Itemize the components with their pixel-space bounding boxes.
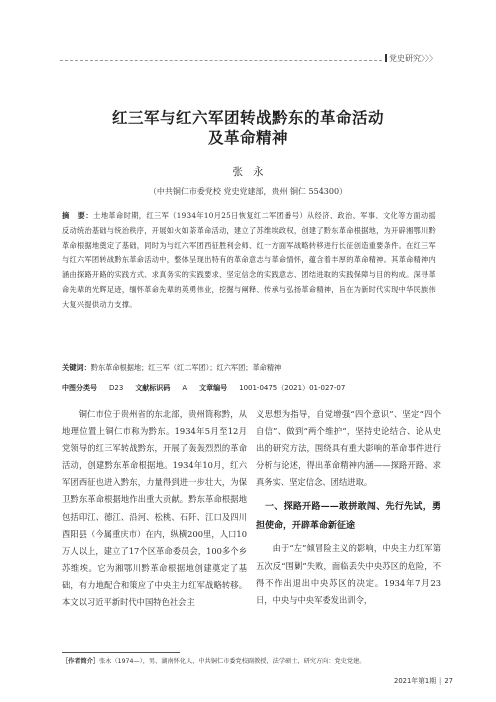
body-column-right [256,406,441,609]
clc-label: 中图分类号 [62,384,97,392]
body-column-left [62,406,247,611]
body-paragraph: 由于“左”倾冒险主义的影响，中央主力红军第五次反“围剿”失败，面临丢失中央苏区的危险，不得不作出退出中央苏区的决定。1934年7月23日，中央与中央军委发出训令， [256,543,441,605]
footnote-label: ［作者简介］ [62,658,100,665]
author-footnote [62,656,452,665]
article-title-line1: 红三军与红六军团转战黔东的革命活动 [111,109,384,127]
abstract [62,209,436,313]
body-paragraph: 铜仁市位于贵州省的东北部，贵州筒称黔，从地理位置上铜仁市称为黔东。1934年5月至12月党领导的红三军转战黔东，开展了轰轰烈烈的革命活动，创建黔东革命根据地。1934年10月，红六军团西征也进入黔东，力量得到进一步壮大，为保卫黔东革命根据地作出重大贡献。黔东革命根据地包括印江、德江、沿河、松桃、石阡、江口及四川酉阳县（今属重庆市）在内，纵横200里，人口10万人以上，建立了17个区革命委员会，100多个乡苏维埃。它为湘鄂川黔革命根据地创建奠定了基础，有力地配合和策应了中央主力红军战略转移。本文以习近平新时代中国特色社会主 [62,409,247,608]
chevron-right-icon: 〉〉〉 [421,54,437,63]
clc-value: D23 [109,384,124,392]
page-footer: 2021年第1期 | 27 [394,677,453,685]
page-number: 27 [444,677,453,685]
keywords [62,363,442,373]
author-affiliation: （中共铜仁市委党校 党史党建部，贵州 铜仁 554300） [148,187,348,196]
section-heading: 一、探路开路——敢拼敢闯、先行先试，勇担使命，开辟革命新征途 [256,502,441,532]
header-dashed-rule [60,60,382,61]
footnote-rule [62,652,180,653]
keywords-text: 黔东革命根据地；红三军（红二军团）；红六军团；革命精神 [90,363,282,372]
article-number-value: 1001-0475（2021）01-027-07 [239,384,346,392]
classification-line [62,383,442,393]
issue-label: 2021年第1期 [394,677,437,685]
abstract-label: 摘 要： [62,211,94,220]
section-bar-mark [385,54,387,62]
footnote-text: 张永（1974—），男，湖南怀化人，中共铜仁市委党校副教授，法学硕士，研究方向：党史党建。 [99,658,366,665]
author-name: 张永 [232,166,274,178]
body-paragraph-continued: 义思想为指导，自觉增强“四个意识”、坚定“四个自信”、做到“两个维护”，坚持史论结合、论从史出的研究方法，围绕具有重大影响的革命事件进行分析与论述，得出革命精神内涵——探路开路、求真务实、坚定信念、团结进取。 [256,409,441,488]
keywords-label: 关键词： [62,363,91,372]
article-number-label: 文章编号 [199,384,228,392]
doc-code-value: A [182,384,188,392]
section-label-text: 党史研究 [389,54,421,63]
article-title-line2: 及革命精神 [207,129,288,147]
abstract-text: 土地革命时期，红三军（1934年10月25日恢复红二军团番号）从经济、政治、军事、文化等方面动摇反动统治基础与统治秩序，开展如火如荼革命活动，建立了苏维埃政权，创建了黔东革命根据地，为开辟湘鄂川黔革命根据地奠定了基础，同时为与红六军团西征胜利会师、红一方面军战略转移进行长征创造重要条件。在红三军与红六军团转战黔东革命活动中，整体呈现出特有的革命意志与革命情怀，蕴含着丰厚的革命精神。其革命精神内涵由探路开路的实践方式、求真务实的实践要求、坚定信念的实践意志、团结进取的实践保障与目的构成。深寻革命先辈的光辉足迹，缅怀革命先辈的英勇伟业，挖掘与阐释、传承与弘扬革命精神，旨在为新时代实现中华民族伟大复兴提供动力支撑。 [62,211,436,309]
doc-code-label: 文献标识码 [135,384,171,392]
header-section-label [385,53,437,64]
